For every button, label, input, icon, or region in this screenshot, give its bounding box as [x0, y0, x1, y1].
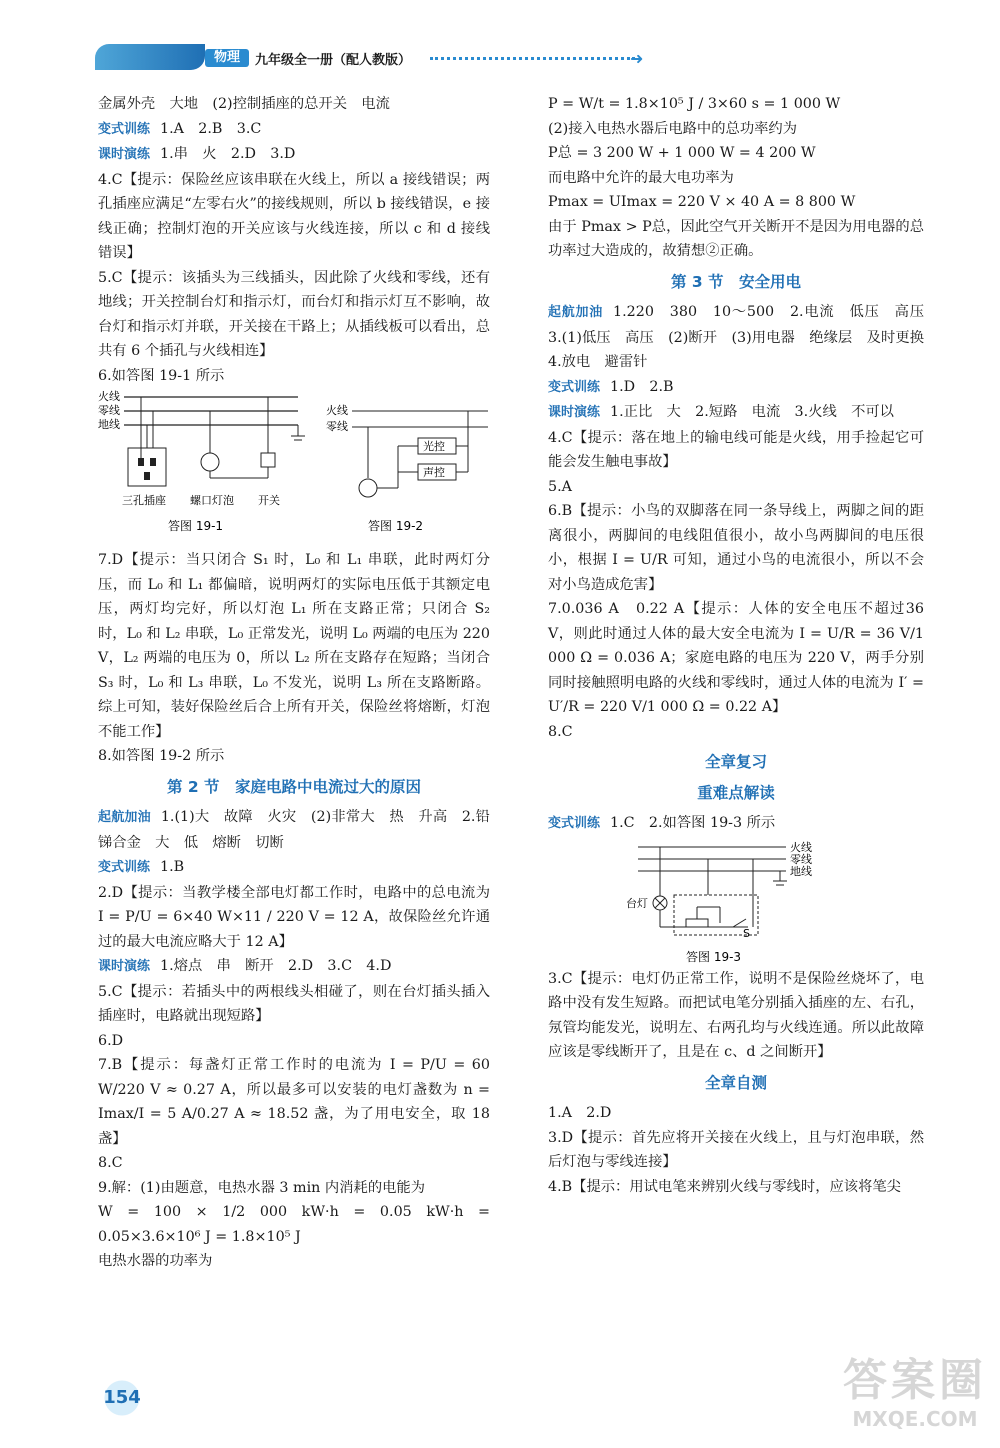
arrow-icon: ➜ [630, 49, 644, 68]
section-label: 起航加油 [548, 305, 604, 320]
answer-text: 1.串 火 2.D 3.D [160, 146, 296, 162]
watermark [835, 1355, 995, 1445]
answer-line [98, 855, 490, 881]
answer-paragraph: 7.B【提示：每盏灯正常工作时的电流为 I = P/U = 60 W/220 V ≈ 0.27 A，所以最多可以安装的电灯盏数为 n = Imax/I = 5 A/0.27 A ≈ 18.52 盏，为了用电安全，取 18 盏】 [98, 1057, 490, 1147]
lamp-label: 螺口灯泡 [190, 494, 234, 507]
answer-text: 1.(1)大 故障 火灾 (2)非常大 热 升高 2.铅锑合金 大 低 熔断 切断 [98, 809, 490, 851]
answer-paragraph: 4.C【提示：落在地上的输电线可能是火线，用手捡起它可能会发生触电事故】 [548, 429, 924, 470]
answer-paragraph: 7.0.036 A 0.22 A【提示：人体的安全电压不超过36 V，则此时通过人体的最大安全电流为 I = U/R = 36 V/1 000 Ω = 0.036 A；家庭电路的电压为 220 V，两手分别同时接触照明电路的火线和零线时，通过人体的电流为 I′ = U′/R = 220 V/1 000 Ω = 0.22 A】 [548, 601, 924, 715]
answer-paragraph: 8.C [548, 723, 573, 740]
section-title: 全章自测 [704, 1073, 767, 1092]
answer-paragraph: 8.如答图 19-2 所示 [98, 748, 225, 764]
left-column [98, 92, 490, 1274]
answer-text: 1.220 380 10～500 2.电流 低压 高压 3.(1)低压 高压 (2)断开 (3)用电器 绝缘层 及时更换 4.放电 避雷针 [548, 304, 939, 370]
switch-label: 开关 [258, 494, 280, 507]
three-hole-socket [128, 448, 166, 486]
watermark-top: 答案圈 [843, 1355, 987, 1406]
zero-wire-label: 零线 [790, 852, 812, 866]
fire-wire-label: 火线 [790, 840, 812, 854]
answer-line [98, 117, 490, 143]
answer-line [548, 375, 924, 401]
answer-line [548, 811, 924, 837]
answer-paragraph: 4.B【提示：用试电笔来辨别火线与零线时，应该将笔尖 [548, 1178, 901, 1195]
formula-line: W = 100 × 1/2 000 kW·h = 0.05 kW·h = 0.05×3.6×10⁶ J = 1.8×10⁵ J [98, 1204, 490, 1245]
header-dots [430, 57, 635, 60]
section-title: 第 2 节 家庭电路中电流过大的原因 [166, 777, 422, 796]
figures-19-1-19-2 [98, 388, 490, 548]
answer-paragraph: 由于 Pmax > P总，因此空气开关断开不是因为用电器的总功率过大造成的，故猜想②正确。 [548, 218, 924, 259]
page-header [0, 0, 1000, 80]
answer-paragraph: 8.C [98, 1155, 123, 1171]
zero-wire-label: 零线 [326, 420, 348, 433]
answer-paragraph: 4.C【提示：保险丝应该串联在火线上，所以 a 接线错误；两孔插座应满足“左零右火”的接线规则，所以 b 接线错误，e 接线正确；控制灯泡的开关应该与火线连接，所以 c 和 d 接线错误】 [98, 171, 490, 261]
formula-line: Pmax = UImax = 220 V × 40 A = 8 800 W [548, 194, 856, 210]
screw-lamp [201, 453, 219, 471]
section-title: 第 3 节 安全用电 [670, 272, 802, 291]
section-label: 变式训练 [548, 816, 601, 831]
answer-text: 1.正比 大 2.短路 电流 3.火线 不可以 [610, 404, 894, 420]
section-label: 变式训练 [98, 860, 151, 875]
formula-line: P总 = 3 200 W + 1 000 W = 4 200 W [548, 145, 816, 161]
answer-paragraph: 3.D【提示：首先应将开关接在火线上，且与灯泡串联，然后灯泡与零线连接】 [548, 1129, 924, 1170]
section-label: 变式训练 [548, 379, 601, 395]
section-label: 课时演练 [548, 405, 601, 420]
text-line: (2)接入电热水器后电路中的总功率约为 [548, 120, 797, 137]
subject-badge: 物理 [205, 49, 249, 67]
book-title: 九年级全一册（配人教版） [255, 53, 412, 68]
sound-control-label: 声控 [423, 466, 445, 479]
earth-wire-label: 地线 [98, 418, 120, 431]
earth-wire-label: 地线 [790, 864, 812, 878]
answer-paragraph: 2.D【提示：当教学楼全部电灯都工作时，电路中的总电流为 I = P/U = 6×40 W×11 / 220 V = 12 A，故保险丝允许通过的最大电流应略大于 12 A】 [98, 884, 490, 950]
answer-text: 1.熔点 串 断开 2.D 3.C 4.D [160, 958, 392, 974]
watermark-bottom: MXQE.COM [852, 1407, 978, 1431]
answer-text: 1.B [160, 859, 185, 875]
answer-paragraph: 5.A [548, 478, 572, 495]
answer-text: 1.D 2.B [610, 378, 674, 395]
figure-caption: 答图 19-1 [168, 519, 224, 533]
answer-paragraph: 电热水器的功率为 [98, 1253, 213, 1269]
light-control-label: 光控 [423, 440, 445, 453]
answer-line [548, 300, 939, 375]
answer-line [548, 400, 924, 426]
answer-paragraph: 3.C【提示：电灯仍正常工作，说明不是保险丝烧坏了，电路中没有发生短路。而把试电笔分别插入插座的左、右孔，氖管均能发光，说明左、右两孔均与火线连通。所以此故障应该是零线断开了，且是在 c、d 之间断开】 [548, 970, 924, 1060]
page-number: 154 [98, 1378, 146, 1418]
answer-paragraph: 5.C【提示：该插头为三线插头，因此除了火线和零线，还有地线；开关控制台灯和指示灯，而台灯和指示灯互不影响，故台灯和指示灯并联，开关接在干路上；从插线板可以看出，总共有 6 个插孔与火线相连】 [98, 269, 490, 359]
section-label: 起航加油 [98, 810, 151, 825]
svg-text:S: S [743, 926, 750, 940]
rheostat [686, 919, 708, 927]
answer-paragraph: 6.D [98, 1032, 124, 1049]
answer-line [98, 142, 490, 168]
header-band [95, 44, 205, 70]
answer-paragraph: 1.A 2.D [548, 1105, 612, 1121]
circuit-diagram-19-3 [548, 837, 924, 967]
right-column [548, 92, 939, 1199]
section-label: 课时演练 [98, 147, 151, 162]
answer-paragraph: 6.如答图 19-1 所示 [98, 367, 225, 384]
figure-caption: 答图 19-2 [368, 519, 424, 533]
fire-wire-label: 火线 [98, 390, 120, 403]
answer-text: 1.A 2.B 3.C [160, 120, 262, 137]
text-line: 而电路中允许的最大电功率为 [548, 169, 734, 186]
zero-wire-label: 零线 [98, 404, 120, 417]
text-line: 金属外壳 大地 (2)控制插座的总开关 电流 [98, 96, 390, 112]
section-label: 变式训练 [98, 121, 151, 137]
figure-19-3 [548, 837, 924, 967]
fire-wire-label: 火线 [326, 404, 348, 417]
answer-paragraph: 6.B【提示：小鸟的双脚落在同一条导线上，两脚之间的距离很小，两脚间的电线阻值很小，故小鸟两脚间的电压很小，根据 I = U/R 可知，通过小鸟的电流很小，所以不会对小鸟造成危害】 [548, 503, 924, 593]
switch-box [261, 453, 275, 467]
answer-paragraph: 5.C【提示：若插头中的两根线头相碰了，则在台灯插头插入插座时，电路就出现短路】 [98, 983, 490, 1024]
circuit-diagram-19-1 [98, 388, 490, 548]
answer-line [98, 954, 490, 980]
section-subtitle: 重难点解读 [697, 783, 775, 802]
section-label: 课时演练 [98, 959, 151, 974]
figure-caption: 答图 19-3 [686, 949, 742, 964]
section-title: 全章复习 [704, 753, 767, 771]
desk-lamp-label: 台灯 [626, 896, 648, 910]
answer-paragraph: 9.解：(1)由题意，电热水器 3 min 内消耗的电能为 [98, 1179, 426, 1196]
bulb [359, 479, 377, 497]
socket-label: 三孔插座 [122, 494, 166, 507]
answer-line [98, 805, 490, 855]
answer-text: 1.C 2.如答图 19-3 所示 [610, 815, 776, 831]
formula-line: P = W/t = 1.8×10⁵ J / 3×60 s = 1 000 W [548, 96, 841, 112]
answer-paragraph: 7.D【提示：当只闭合 S₁ 时，L₀ 和 L₁ 串联，此时两灯分压，而 L₀ 和 L₁ 都偏暗，说明两灯的实际电压低于其额定电压，两灯均完好，所以灯泡 L₁ 所在支路正常；只闭合 S₂ 时，L₀ 和 L₂ 串联，L₀ 正常发光，说明 L₀ 两端的电压为 220 V，L₂ 两端的电压为 0，所以 L₂ 所在支路存在短路；当闭合 S₃ 时，L₀ 和 L₃ 串联，L₀ 不发光，说明 L₃ 所在支路断路。综上可知，装好保险丝后合上所有开关，保险丝将熔断，灯泡不能工作】 [98, 552, 490, 740]
